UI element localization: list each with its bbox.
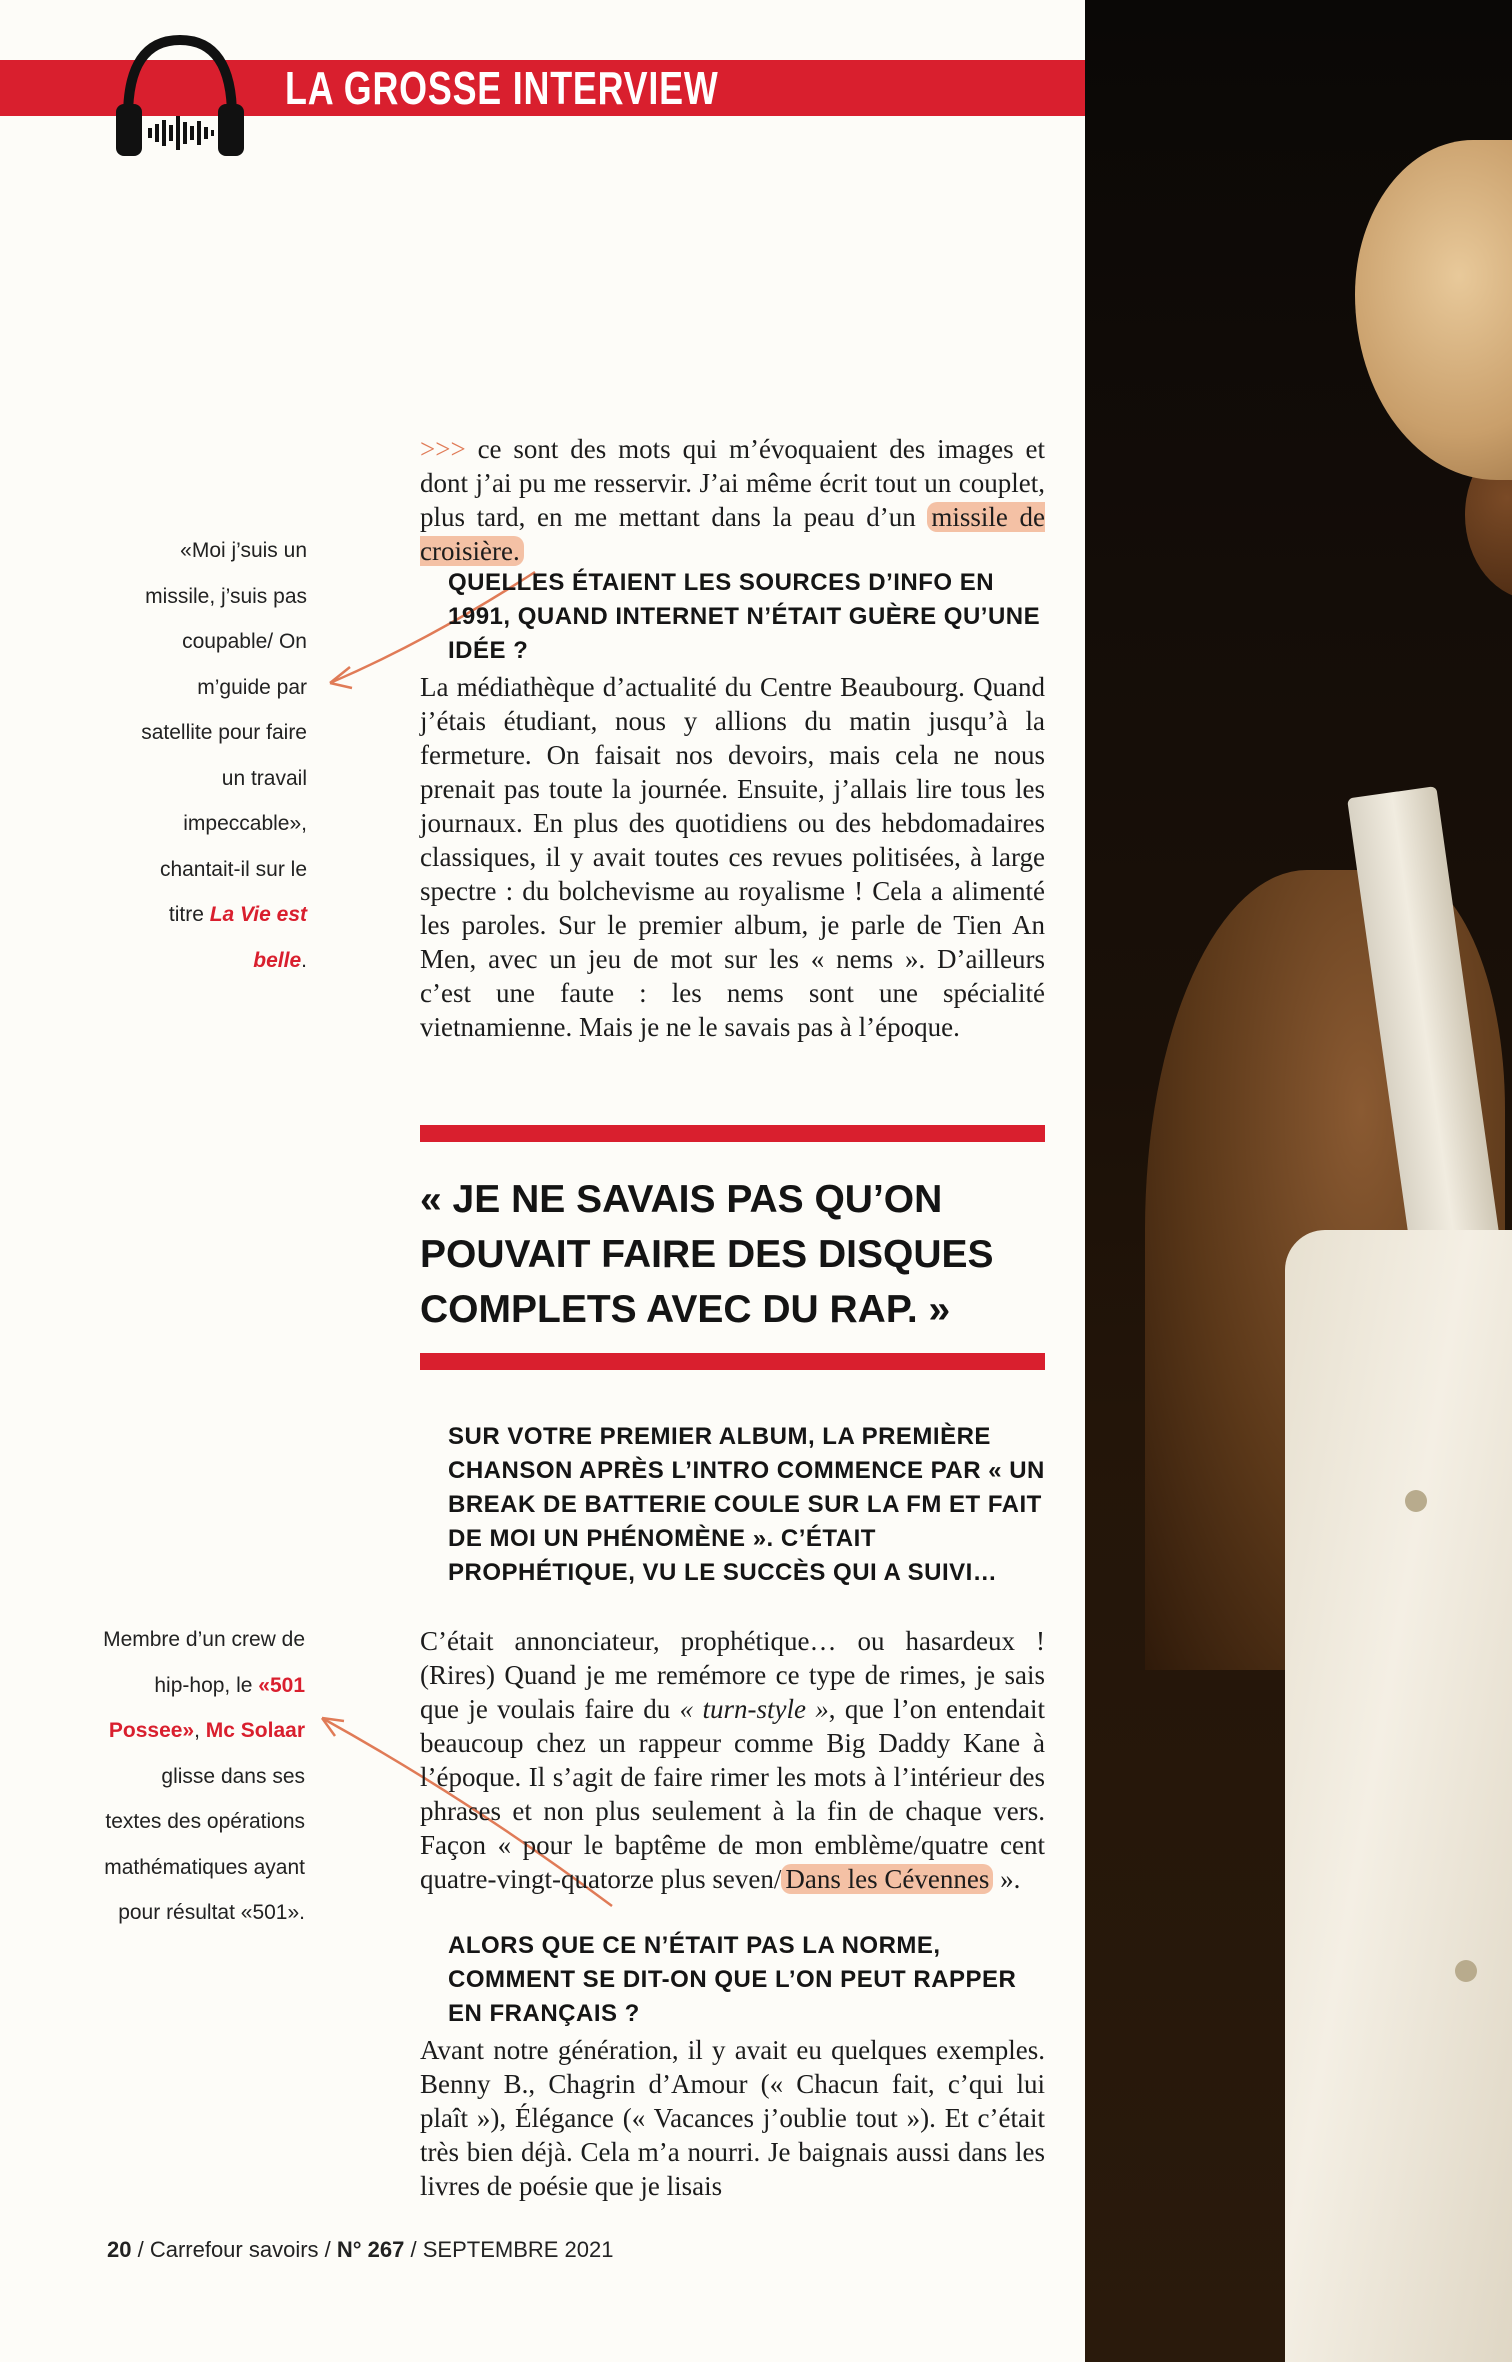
highlighted-phrase: Dans les Cévennes (781, 1864, 993, 1894)
sidenote-end: . (301, 948, 307, 972)
page-number: 20 (107, 2237, 132, 2262)
sidenote-text: «Moi j’suis un missile, j’suis pas coupable/ On m’guide par satellite pour faire un travail impeccable», chantait-il sur le titre (141, 539, 307, 926)
photo-button (1455, 1960, 1477, 1982)
sidenote-missile (135, 528, 307, 983)
question-2: SUR VOTRE PREMIER ALBUM, LA PREMIÈRE CHANSON APRÈS L’INTRO COMMENCE PAR « UN BREAK DE BATTERIE COULE SUR LA FM ET FAIT DE MOI UN PHÉNOMÈNE ». C’ÉTAIT PROPHÉTIQUE, VU LE SUCCÈS QUI A SUIVI… (448, 1423, 1045, 1586)
answer-1: La médiathèque d’actualité du Centre Beaubourg. Quand j’étais étudiant, nous y allions du matin jusqu’à la fermeture. On faisait nos devoirs, mais cela ne nous prenait pas toute la journée. Ensuite, j’allais lire tous les journaux. En plus des quotidiens ou des hebdomadaires classiques, il y avait toutes ces revues politisées, à large spectre : du bolchevisme au royalisme ! Cela a alimenté les paroles. Sur le premier album, je parle de Tien An Men, avec un jeu de mot sur les « nems ». D’ailleurs c’est une faute : les nems sont une spécialité vietnamienne. Mais je ne le savais pas à l’époque. (420, 672, 1045, 1042)
sidenote-501-possee (102, 1617, 305, 1936)
sidenote-text-end: glisse dans ses textes des opérations mathématiques ayant pour résultat «501». (104, 1764, 305, 1924)
photo-overall-bib (1285, 1230, 1512, 2362)
question-1: QUELLES ÉTAIENT LES SOURCES D’INFO EN 1991, QUAND INTERNET N’ÉTAIT GUÈRE QU’UNE IDÉE ? (448, 569, 1041, 664)
issue-date: / SEPTEMBRE 2021 (404, 2237, 614, 2262)
song-title: La Vie est belle (209, 903, 307, 972)
page-footer (107, 2237, 613, 2263)
answer-text: ce sont des mots qui m’évoquaient des images et dont j’ai pu me resservir. J’ai même écrit tout un couplet, plus tard, en me mettant dans la peau d’un (420, 434, 1045, 532)
question-3: ALORS QUE CE N’ÉTAIT PAS LA NORME, COMMENT SE DIT-ON QUE L’ON PEUT RAPPER EN FRANÇAIS ? (448, 1932, 1017, 2027)
italic-term: « turn-style » (679, 1694, 829, 1724)
issue-number: N° 267 (336, 2237, 405, 2262)
answer-text: C’était annonciateur, prophétique… ou hasardeux ! (Rires) Quand je me remémore ce type de rimes, je sais que je voulais faire du (420, 1626, 1045, 1724)
answer-3: Avant notre génération, il y avait eu quelques exemples. Benny B., Chagrin d’Amour (« Chacun fait, c’qui lui plaît »), Élégance (« Vacances j’oublie tout »). Et c’était très bien déjà. Cela m’a nourri. Je baignais aussi dans les livres de poésie que je lisais (420, 2035, 1045, 2201)
answer-text-end: ». (993, 1864, 1021, 1894)
portrait-photo (1085, 0, 1512, 2362)
highlighted-phrase: missile de croisière. (420, 502, 1045, 566)
photo-button (1405, 1490, 1427, 1512)
pullquote-rule-bottom (420, 1353, 1045, 1370)
section-title: LA GROSSE INTERVIEW (285, 62, 719, 114)
pull-quote: « JE NE SAVAIS PAS QU’ON POUVAIT FAIRE DES DISQUES COMPLETS AVEC DU RAP. » (420, 1178, 994, 1331)
publication-name: / Carrefour savoirs / (131, 2237, 337, 2262)
answer-continued (420, 432, 1045, 568)
photo-cap (1355, 140, 1512, 480)
headphones-icon (110, 32, 250, 162)
continuation-chevron: >>> (420, 434, 466, 464)
crew-name: «501 Possee» (108, 1673, 305, 1742)
answer-text-cont: , que l’on entendait beaucoup chez un rappeur comme Big Daddy Kane à l’époque. Il s’agit de faire rimer les mots à l’intérieur des phrases et non plus seulement à la fin de chaque vers. Façon « pour le baptême de mon emblème/quatre cent quatre-vingt-quatorze plus seven/ (420, 1694, 1046, 1894)
sidenote-text: Membre d’un crew de hip-hop, le (103, 1628, 305, 1697)
artist-name: Mc Solaar (205, 1719, 305, 1742)
pullquote-rule-top (420, 1125, 1045, 1142)
sidenote-sep: , (194, 1719, 206, 1742)
answer-2 (420, 1624, 1045, 1896)
